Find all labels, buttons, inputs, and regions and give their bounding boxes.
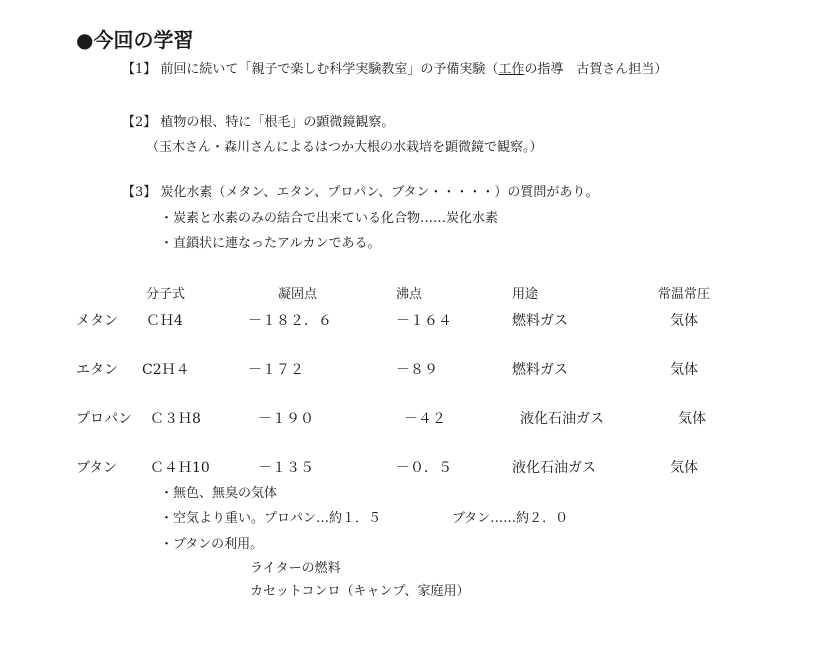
table-row-4-formula: Ｃ４Ｈ10 <box>150 460 210 476</box>
note-bullet-3: ・ブタンの利用。 <box>160 537 264 552</box>
table-row-4-freezing: －１３５ <box>258 460 314 476</box>
item-1-prefix: 【1】 前回に続いて「親子で楽しむ科学実験教室」の予備実験（ <box>122 62 499 77</box>
table-row-2-state: 気体 <box>670 362 698 378</box>
table-row-1-name: メタン <box>76 313 118 329</box>
table-row-3-freezing: －１９０ <box>258 411 314 427</box>
table-row-4-state: 気体 <box>670 460 698 476</box>
section-heading: ●今回の学習 <box>76 28 194 52</box>
item-1 <box>122 62 667 78</box>
table-row-3-name: プロパン <box>76 411 132 427</box>
note-use-1: ライターの燃料 <box>250 561 341 576</box>
table-row-1-formula: ＣＨ4 <box>146 313 183 329</box>
table-row-4-name: ブタン <box>76 460 118 476</box>
table-row-3-formula: Ｃ３Ｈ8 <box>150 411 201 427</box>
note-use-2: カセットコンロ（キャンプ、家庭用） <box>250 584 470 599</box>
note-bullet-2b: ブタン……約２．０ <box>452 511 569 526</box>
table-row-4-boiling: －０．５ <box>396 460 452 476</box>
item-3-line-1: 【3】 炭化水素（メタン、エタン、プロパン、ブタン・・・・・）の質問があり。 <box>122 185 599 200</box>
table-header-use: 用途 <box>512 287 539 302</box>
note-bullet-2a: ・空気より重い。プロパン…約１．５ <box>160 511 382 526</box>
note-bullet-1: ・無色、無臭の気体 <box>160 486 278 501</box>
table-row-3-use: 液化石油ガス <box>520 411 604 427</box>
table-row-2-formula: C2Ｈ４ <box>142 362 190 378</box>
table-row-1-boiling: －１６４ <box>396 313 452 329</box>
item-3-bullet-2: ・直鎖状に連なったアルカンである。 <box>160 236 381 251</box>
table-row-1-freezing: －１８２．６ <box>248 313 332 329</box>
table-header-freezing-point: 凝固点 <box>278 287 318 302</box>
table-row-2-boiling: －８９ <box>396 362 438 378</box>
table-row-4-use: 液化石油ガス <box>512 460 596 476</box>
table-row-2-use: 燃料ガス <box>512 362 568 378</box>
table-row-3-boiling: －４２ <box>404 411 446 427</box>
item-1-underlined: 工作 <box>498 62 525 77</box>
item-2-line-2: （玉木さん・森川さんによるはつか大根の水栽培を顕微鏡で観察。） <box>146 140 543 155</box>
item-1-suffix: の指導 古賀さん担当） <box>524 62 668 77</box>
table-header-state: 常温常圧 <box>658 287 711 302</box>
item-3-bullet-1: ・炭素と水素のみの結合で出来ている化合物……炭化水素 <box>160 211 499 226</box>
item-2-line-1: 【2】 植物の根、特に「根毛」の顕微鏡観察。 <box>122 115 395 130</box>
table-row-1-state: 気体 <box>670 313 698 329</box>
table-row-2-name: エタン <box>76 362 118 378</box>
table-header-boiling-point: 沸点 <box>396 287 423 302</box>
table-row-1-use: 燃料ガス <box>512 313 568 329</box>
table-row-3-state: 気体 <box>678 411 706 427</box>
table-header-formula: 分子式 <box>146 287 186 302</box>
table-row-2-freezing: －１７２ <box>248 362 304 378</box>
